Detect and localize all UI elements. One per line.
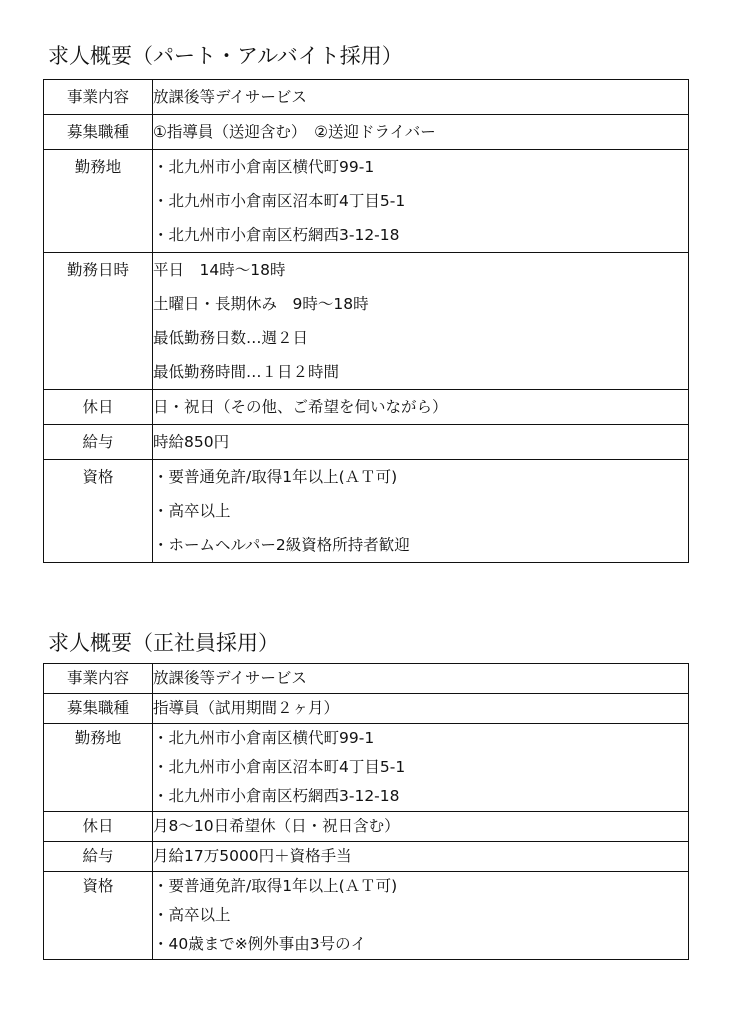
row-value bbox=[153, 842, 689, 872]
row-label bbox=[44, 115, 153, 150]
row-value bbox=[153, 724, 689, 812]
row-value-line: ・要普通免許/取得1年以上(ＡＴ可) bbox=[153, 468, 398, 486]
row-label bbox=[44, 664, 153, 694]
row-value bbox=[153, 80, 689, 115]
row-value-line: 最低勤務日数…週２日 bbox=[153, 329, 309, 347]
row-label-text: 給与 bbox=[82, 847, 114, 865]
row-value-line: ・40歳まで※例外事由3号のイ bbox=[153, 935, 367, 953]
row-value-line: ・北九州市小倉南区朽網西3-12-18 bbox=[153, 787, 400, 805]
table-row bbox=[44, 115, 689, 150]
part-time-job-table bbox=[43, 79, 689, 563]
row-value-line: ・高卒以上 bbox=[153, 502, 231, 520]
row-label bbox=[44, 150, 153, 253]
table-row bbox=[44, 150, 689, 253]
row-value-line: 時給850円 bbox=[153, 433, 230, 451]
row-value-line: 最低勤務時間…１日２時間 bbox=[153, 363, 340, 381]
row-value-line: ・北九州市小倉南区横代町99-1 bbox=[153, 729, 375, 747]
table-row bbox=[44, 253, 689, 390]
row-label bbox=[44, 80, 153, 115]
row-value-line: 土曜日・長期休み 9時～18時 bbox=[153, 295, 369, 313]
table-row bbox=[44, 872, 689, 960]
table-row bbox=[44, 724, 689, 812]
row-value bbox=[153, 253, 689, 390]
table-row bbox=[44, 842, 689, 872]
row-label-text: 休日 bbox=[82, 817, 114, 835]
row-value-line: 月8～10日希望休（日・祝日含む） bbox=[153, 817, 400, 835]
row-label-text: 事業内容 bbox=[66, 669, 129, 687]
row-value bbox=[153, 812, 689, 842]
row-value bbox=[153, 425, 689, 460]
row-value-line: ・北九州市小倉南区沼本町4丁目5-1 bbox=[153, 758, 406, 776]
row-label-text: 勤務日時 bbox=[66, 261, 129, 279]
row-label-text: 勤務地 bbox=[74, 729, 122, 747]
table-row bbox=[44, 390, 689, 425]
row-value-line: 指導員（試用期間２ヶ月） bbox=[153, 699, 340, 717]
row-value-line: 放課後等デイサービス bbox=[153, 88, 307, 106]
row-label-text: 休日 bbox=[82, 398, 114, 416]
row-label-text: 募集職種 bbox=[66, 699, 129, 717]
table-row bbox=[44, 812, 689, 842]
row-value-line: ・要普通免許/取得1年以上(ＡＴ可) bbox=[153, 877, 398, 895]
row-label-text: 事業内容 bbox=[66, 88, 129, 106]
row-value bbox=[153, 664, 689, 694]
row-value-line: 日・祝日（その他、ご希望を伺いながら） bbox=[153, 398, 448, 416]
row-value-line: ・高卒以上 bbox=[153, 906, 231, 924]
row-label bbox=[44, 842, 153, 872]
row-label bbox=[44, 460, 153, 563]
full-time-job-table bbox=[43, 663, 689, 960]
row-label-text: 資格 bbox=[82, 468, 114, 486]
row-label bbox=[44, 253, 153, 390]
row-label bbox=[44, 390, 153, 425]
row-value-line: ・北九州市小倉南区朽網西3-12-18 bbox=[153, 226, 400, 244]
row-value bbox=[153, 460, 689, 563]
row-value-line: 月給17万5000円＋資格手当 bbox=[153, 847, 352, 865]
row-value-line: 放課後等デイサービス bbox=[153, 669, 307, 687]
row-value-line: ・ホームヘルパー2級資格所持者歓迎 bbox=[153, 536, 410, 554]
row-label bbox=[44, 694, 153, 724]
row-value-line: ①指導員（送迎含む） ②送迎ドライバー bbox=[153, 123, 436, 141]
full-time-section-title: 求人概要（正社員採用） bbox=[48, 631, 279, 655]
row-label-text: 資格 bbox=[82, 877, 114, 895]
row-value bbox=[153, 115, 689, 150]
row-label bbox=[44, 425, 153, 460]
row-value bbox=[153, 150, 689, 253]
row-value-line: 平日 14時～18時 bbox=[153, 261, 286, 279]
row-value-line: ・北九州市小倉南区横代町99-1 bbox=[153, 158, 375, 176]
row-label-text: 勤務地 bbox=[74, 158, 122, 176]
row-label bbox=[44, 724, 153, 812]
row-label bbox=[44, 872, 153, 960]
table-row bbox=[44, 694, 689, 724]
table-row bbox=[44, 425, 689, 460]
table-row bbox=[44, 460, 689, 563]
row-label-text: 給与 bbox=[82, 433, 114, 451]
row-value bbox=[153, 390, 689, 425]
table-row bbox=[44, 664, 689, 694]
row-value bbox=[153, 872, 689, 960]
row-label bbox=[44, 812, 153, 842]
row-value bbox=[153, 694, 689, 724]
row-label-text: 募集職種 bbox=[66, 123, 129, 141]
part-time-section-title: 求人概要（パート・アルバイト採用） bbox=[48, 44, 403, 68]
table-row bbox=[44, 80, 689, 115]
row-value-line: ・北九州市小倉南区沼本町4丁目5-1 bbox=[153, 192, 406, 210]
